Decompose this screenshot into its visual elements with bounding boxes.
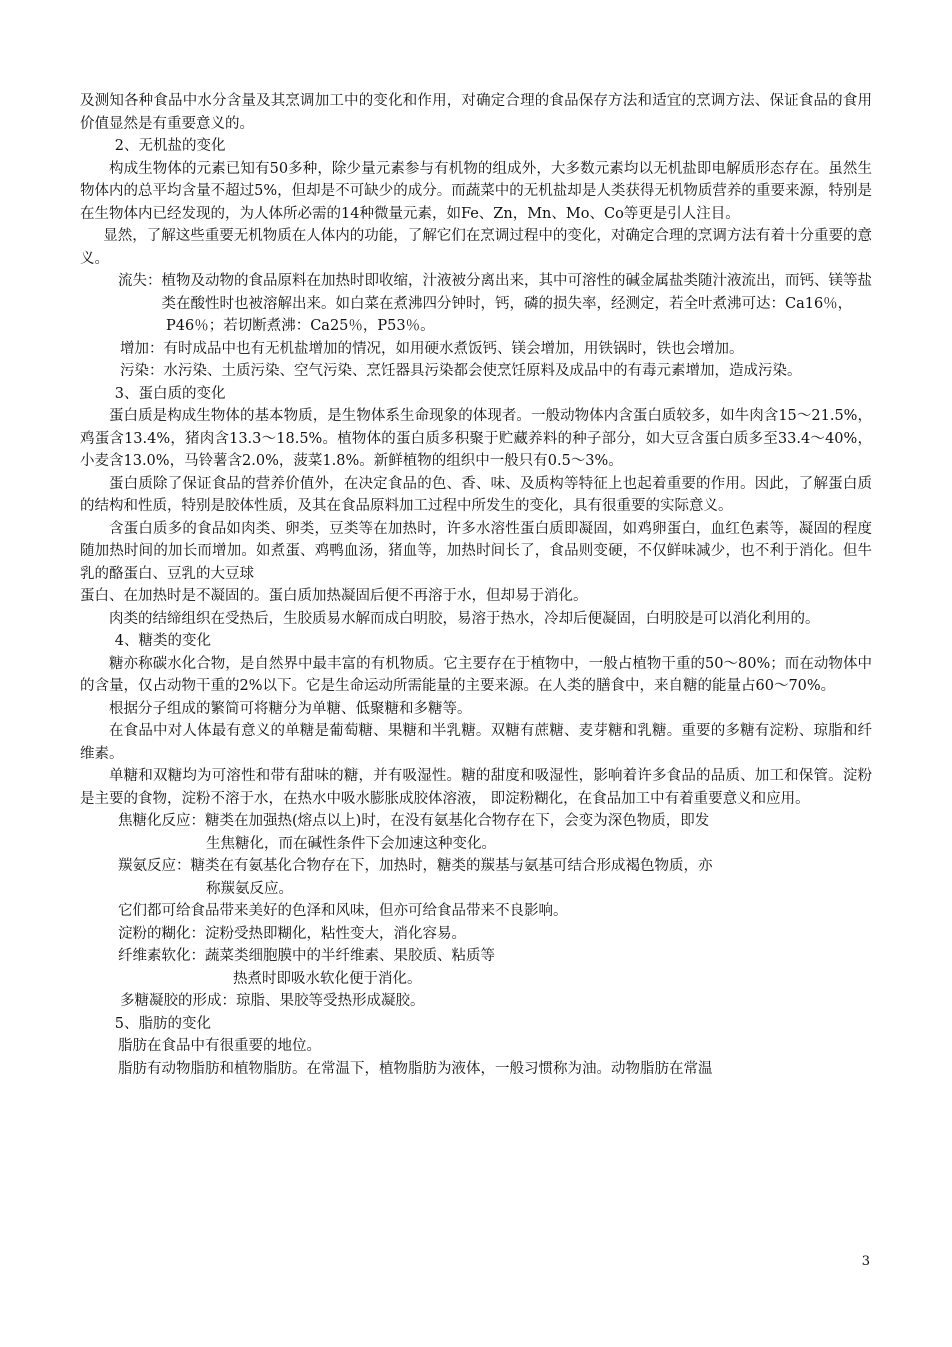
section-heading-sugars: 4、糖类的变化 (114, 633, 212, 649)
definition-increase-text: 有时成品中也有无机盐增加的情况，如用硬水煮饭钙、镁会增加，用铁锅时，铁也会增加。 (163, 340, 744, 357)
paragraph-minerals-2: 显然，了解这些重要无机物质在人体内的功能，了解它们在烹调过程中的变化，对确定合理的烹调方法有着十分重要的意义。 (80, 228, 872, 267)
paragraph-sugars-2: 根据分子组成的繁简可将糖分为单糖、低聚糖和多糖等。 (109, 700, 472, 717)
paragraph-sugars-3: 在食品中对人体最有意义的单糖是葡萄糖、果糖和半乳糖。双糖有蔗糖、麦芽糖和乳糖。重要的多糖有淀粉、琼脂和纤维素。 (80, 723, 872, 762)
definition-maillard-text: 糖类在有氨基化合物存在下，加热时，糖类的羰基与氨基可结合形成褐色物质，亦 (190, 858, 713, 874)
definition-maillard-label: 羰氨反应： (118, 858, 191, 874)
paragraph-sugars-4: 单糖和双糖均为可溶性和带有甜味的糖，并有吸湿性。糖的甜度和吸湿性，影响着许多食品的品质、加工和保管。淀粉是主要的食物，淀粉不溶于水，在热水中吸水膨胀成胶体溶液， 即淀粉糊化，在食品加工中有着重要意义和应用。 (80, 768, 872, 807)
definition-caramelization-text: 糖类在加强热(熔点以上)时，在没有氨基化合物存在下，会变为深色物质，即发 (205, 813, 710, 829)
definition-caramelization-text-2: 生焦糖化，而在碱性条件下会加速这种变化。 (206, 835, 496, 852)
definition-loss-label: 流失： (118, 273, 162, 289)
paragraph-protein-4: 肉类的结缔组织在受热后，生胶质易水解而成白明胶，易溶于热水，冷却后便凝固，白明胶是可以消化利用的。 (109, 610, 820, 627)
paragraph-fats-1: 脂肪在食品中有很重要的地位。 (118, 1038, 321, 1054)
paragraph-minerals-1: 构成生物体的元素已知有50多种，除少量元素参与有机物的组成外，大多数元素均以无机盐即电解质形态存在。虽然生物体内的总平均含量不超过5%，但却是不可缺少的成分。而蔬菜中的无机盐却是人类获得无机物质营养的重要来源，特别是在生物体内已经发现的，为人体所必需的14种微量元素，如Fe、Zn，Mn、Mo、Co等更是引人注目。 (80, 160, 872, 222)
definition-maillard-text-2: 称羰氨反应。 (206, 880, 293, 897)
definition-pollution-text: 水污染、土质污染、空气污染、烹饪器具污染都会使烹饪原料及成品中的有毒元素增加，造成污染。 (163, 363, 802, 379)
paragraph-cellulose-softening: 纤维素软化：蔬菜类细胞膜中的半纤维素、果胶质、粘质等 (118, 948, 495, 964)
definition-caramelization-label: 焦糖化反应： (118, 813, 205, 829)
paragraph-fats-2: 脂肪有动物脂肪和植物脂肪。在常温下，植物脂肪为液体，一般习惯称为油。动物脂肪在常温 (118, 1060, 713, 1077)
paragraph-polysaccharide-gel: 多糖凝胶的形成：琼脂、果胶等受热形成凝胶。 (120, 993, 425, 1009)
paragraph-protein-2: 蛋白质除了保证食品的营养价值外，在决定食品的色、香、味、及质构等特征上也起着重要的作用。因此，了解蛋白质的结构和性质，特别是胶体性质，及其在食品原料加工过程中所发生的变化，具有很重要的实际意义。 (80, 475, 872, 514)
page-body (80, 90, 872, 1080)
page-number: 3 (861, 1254, 870, 1269)
definition-maillard (80, 855, 872, 878)
definition-increase (80, 338, 872, 361)
definition-pollution (80, 360, 872, 383)
paragraph-protein-3b: 蛋白、在加热时是不凝固的。蛋白质加热凝固后便不再溶于水，但却易于消化。 (80, 588, 588, 604)
paragraph-protein-3: 含蛋白质多的食品如肉类、卵类，豆类等在加热时，许多水溶性蛋白质即凝固，如鸡卵蛋白，血红色素等，凝固的程度随加热时间的加长而增加。如煮蛋、鸡鸭血汤，猪血等，加热时间长了，食品则变硬，不仅鲜味减少，也不利于消化。但牛乳的酪蛋白、豆乳的大豆球 (80, 520, 872, 582)
paragraph-protein-1: 蛋白质是构成生物体的基本物质，是生物体系生命现象的体现者。一般动物体内含蛋白质较多，如牛肉含15～21.5%，鸡蛋含13.4%，猪肉含13.3～18.5%。植物体的蛋白质多积聚于贮藏养料的种子部分，如大豆含蛋白质多至33.4～40%，小麦含13.0%，马铃薯含2.0%，菠菜1.8%。新鲜植物的组织中一般只有0.5～3%。 (80, 408, 872, 469)
definition-caramelization (80, 810, 872, 833)
definition-pollution-label: 污染： (120, 363, 164, 379)
definition-loss-text-2: P46％；若切断煮沸：Ca25％，P53％。 (166, 318, 435, 334)
paragraph-sugars-effects: 它们都可给食品带来美好的色泽和风味，但亦可给食品带来不良影响。 (118, 903, 568, 919)
section-heading-minerals: 2、无机盐的变化 (114, 138, 226, 154)
paragraph-sugars-1: 糖亦称碳水化合物，是自然界中最丰富的有机物质。它主要存在于植物中，一般占植物干重的50～80%；而在动物体中的含量，仅占动物干重的2%以下。它是生命运动所需能量的主要来源。在人类的膳食中，来自糖的能量占60～70%。 (80, 655, 872, 694)
section-heading-protein: 3、蛋白质的变化 (114, 385, 226, 402)
definition-increase-label: 增加： (120, 340, 164, 357)
paragraph-cellulose-softening-2: 热煮时即吸水软化便于消化。 (233, 970, 422, 987)
paragraph-starch-gelatinization: 淀粉的糊化：淀粉受热即糊化，粘性变大，消化容易。 (118, 925, 466, 942)
definition-loss-text: 植物及动物的食品原料在加热时即收缩，汁液被分离出来，其中可溶性的碱金属盐类随汁液流出，而钙、镁等盐类在酸性时也被溶解出来。如白菜在煮沸四分钟时，钙，磷的损失率，经测定，若全叶煮沸可达：Ca16％， (161, 273, 872, 312)
paragraph-intro: 及测知各种食品中水分含量及其烹调加工中的变化和作用，对确定合理的食品保存方法和适宜的烹调方法、保证食品的食用价值显然是有重要意义的。 (80, 93, 872, 132)
definition-loss (80, 270, 872, 315)
section-heading-fats: 5、脂肪的变化 (114, 1015, 212, 1032)
